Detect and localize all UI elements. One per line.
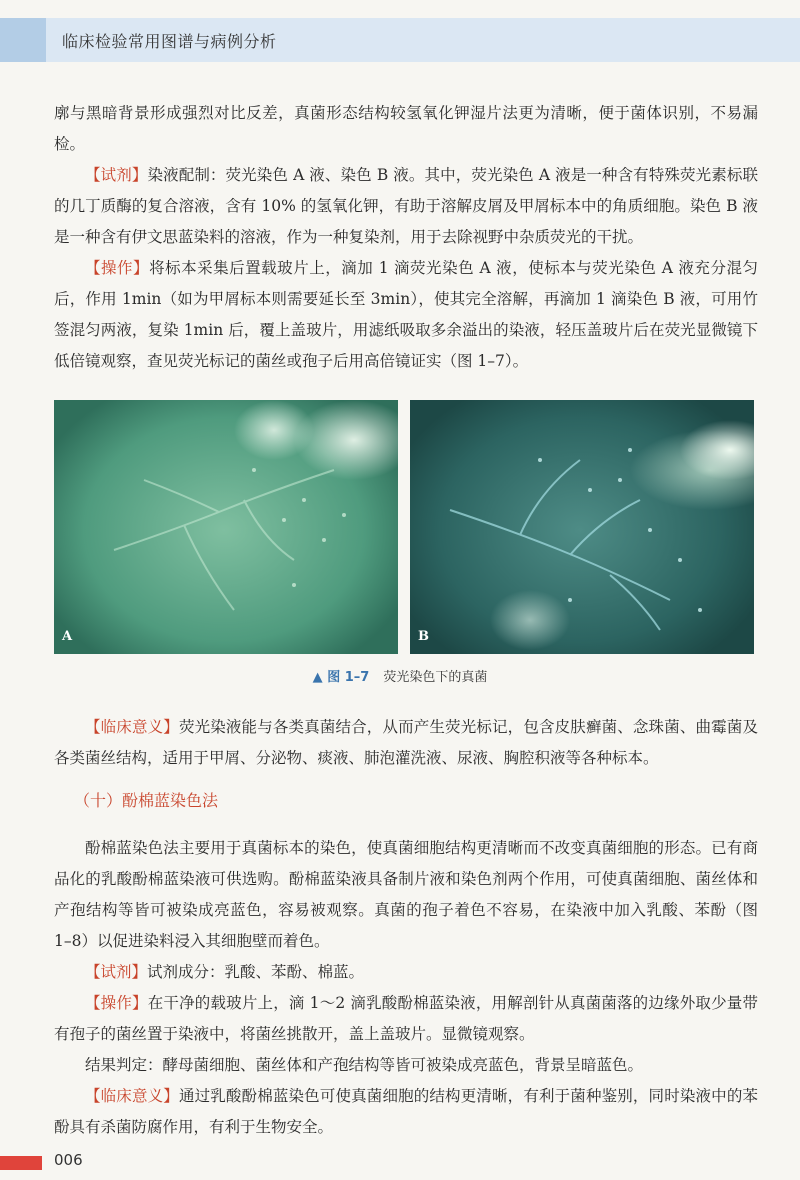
running-header-title: 临床检验常用图谱与病例分析 (62, 32, 277, 51)
clinical-significance-tag: 【临床意义】 (85, 1087, 179, 1105)
header-tab (0, 18, 46, 62)
paragraph-clinical-significance-2 (54, 1081, 758, 1143)
figure-caption (0, 666, 800, 685)
page-number-bar (0, 1156, 42, 1170)
paragraph-text: 染液配制：荧光染色 A 液、染色 B 液。其中，荧光染色 A 液是一种含有特殊荧光素标联的几丁质酶的复合溶液，含有 10% 的氢氧化钾，有助于溶解皮屑及甲屑标本中的角质细胞。染色 B 液是一种含有伊文思蓝染料的溶液，作为一种复染剂，用于去除视野中杂质荧光的干扰。 (54, 166, 758, 246)
paragraph-text: 将标本采集后置载玻片上，滴加 1 滴荧光染色 A 液，使标本与荧光染色 A 液充分混匀后，作用 1min（如为甲屑标本则需要延长至 3min），使其完全溶解，再滴加 1 滴染色 B 液，可用竹签混匀两液，复染 1min 后，覆上盖玻片，用滤纸吸取多余溢出的染液，轻压盖玻片后在荧光显微镜下低倍镜观察，查见荧光标记的菌丝或孢子后用高倍镜证实（图 1–7）。 (54, 259, 758, 370)
paragraph-text: 通过乳酸酚棉蓝染色可使真菌细胞的结构更清晰，有利于菌种鉴别，同时染液中的苯酚具有杀菌防腐作用，有利于生物安全。 (54, 1087, 758, 1136)
reagent-tag: 【试剂】 (85, 963, 148, 981)
reagent-tag: 【试剂】 (85, 166, 148, 184)
paragraph-text: 酚棉蓝染色法主要用于真菌标本的染色，使真菌细胞结构更清晰而不改变真菌细胞的形态。已有商品化的乳酸酚棉蓝染液可供选购。酚棉蓝染液具备制片液和染色剂两个作用，可使真菌细胞、菌丝体和产孢结构等皆可被染成亮蓝色，容易被观察。真菌的孢子着色不容易，在染液中加入乳酸、苯酚（图 1–8）以促进染料浸入其细胞壁而着色。 (54, 839, 758, 950)
paragraph-operation-2 (54, 988, 758, 1050)
paragraph-text: 荧光染液能与各类真菌结合，从而产生荧光标记，包含皮肤癣菌、念珠菌、曲霉菌及各类菌丝结构，适用于甲屑、分泌物、痰液、肺泡灌洗液、尿液、胸腔积液等各种标本。 (54, 718, 758, 767)
clinical-significance-tag: 【临床意义】 (85, 718, 179, 736)
figure-panel-a (54, 400, 398, 654)
figure-number: ▲ 图 1–7 (312, 670, 370, 685)
figure-caption-text: 荧光染色下的真菌 (383, 670, 488, 685)
paragraph-result (54, 1050, 758, 1081)
operation-tag: 【操作】 (85, 259, 150, 277)
paragraph-operation (54, 253, 758, 377)
paragraph-reagent (54, 160, 758, 253)
paragraph-text: 廓与黑暗背景形成强烈对比反差，真菌形态结构较氢氧化钾湿片法更为清晰，便于菌体识别，不易漏检。 (54, 104, 758, 153)
paragraph-clinical-significance (54, 712, 758, 774)
hyphae-illustration-a (54, 400, 398, 654)
figure-panel-b (410, 400, 754, 654)
section-heading: （十）酚棉蓝染色法 (74, 791, 219, 810)
paragraph-continuation (54, 98, 758, 160)
paragraph-reagent-2 (54, 957, 758, 988)
page-number: 006 (54, 1151, 83, 1169)
paragraph-intro (54, 833, 758, 957)
paragraph-text: 试剂成分：乳酸、苯酚、棉蓝。 (147, 963, 365, 981)
panel-a-label: A (62, 629, 73, 644)
operation-tag: 【操作】 (85, 994, 148, 1012)
panel-b-label: B (418, 629, 429, 644)
paragraph-text: 在干净的载玻片上，滴 1～2 滴乳酸酚棉蓝染液，用解剖针从真菌菌落的边缘外取少量带有孢子的菌丝置于染液中，将菌丝挑散开，盖上盖玻片。显微镜观察。 (54, 994, 758, 1043)
hyphae-illustration-b (410, 400, 754, 654)
paragraph-text: 结果判定：酵母菌细胞、菌丝体和产孢结构等皆可被染成亮蓝色，背景呈暗蓝色。 (85, 1056, 644, 1074)
